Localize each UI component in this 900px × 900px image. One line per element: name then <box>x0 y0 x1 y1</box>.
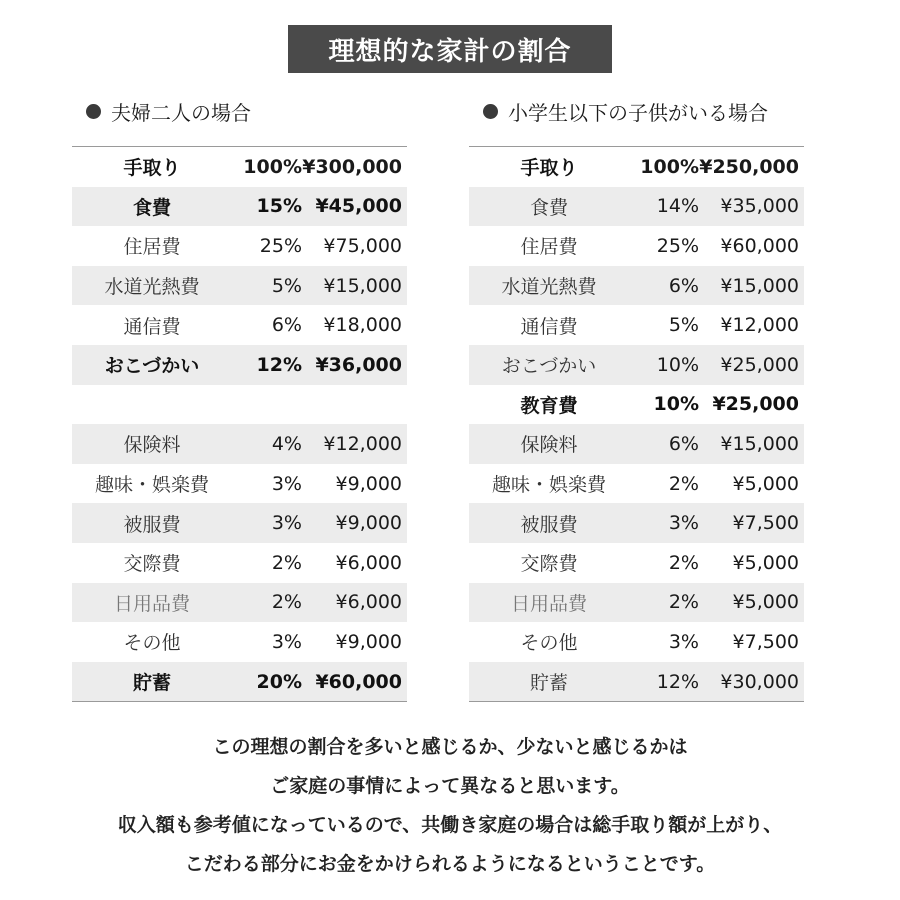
row-amount: ¥12,000 <box>323 432 402 455</box>
row-label: 教育費 <box>520 394 578 417</box>
budget-table-with-children <box>469 146 804 702</box>
row-amount: ¥15,000 <box>720 274 799 297</box>
table-row <box>72 345 407 385</box>
row-amount: ¥15,000 <box>720 432 799 455</box>
row-amount: ¥7,500 <box>732 630 799 653</box>
row-percent: 14% <box>656 195 699 218</box>
row-percent: 12% <box>656 670 699 693</box>
row-percent: 2% <box>668 472 699 495</box>
table-row <box>72 187 407 227</box>
row-percent: 25% <box>656 234 699 257</box>
row-label: 被服費 <box>123 513 181 536</box>
row-percent: 5% <box>271 274 302 297</box>
table-row <box>72 305 407 345</box>
row-amount: ¥5,000 <box>732 472 799 495</box>
section-heading-text: 夫婦二人の場合 <box>111 100 251 125</box>
table-row <box>72 464 407 504</box>
row-label: その他 <box>520 632 578 655</box>
table-row <box>469 226 804 266</box>
row-amount: ¥250,000 <box>699 155 799 178</box>
row-amount: ¥5,000 <box>732 551 799 574</box>
row-percent: 3% <box>271 512 302 535</box>
table-row <box>469 543 804 583</box>
table-row <box>72 266 407 306</box>
bullet-dot-icon <box>86 104 101 119</box>
footer-line: ご家庭の事情によって異なると思います。 <box>270 775 630 797</box>
row-percent: 12% <box>256 353 302 376</box>
row-percent: 4% <box>271 432 302 455</box>
row-amount: ¥45,000 <box>315 195 402 218</box>
footer-note <box>0 728 900 884</box>
row-amount: ¥75,000 <box>323 234 402 257</box>
table-row <box>72 622 407 662</box>
row-amount: ¥25,000 <box>720 353 799 376</box>
row-amount: ¥60,000 <box>720 234 799 257</box>
row-label: 通信費 <box>123 315 181 338</box>
row-label: 交際費 <box>123 553 181 576</box>
row-percent: 100% <box>640 155 699 178</box>
row-amount: ¥9,000 <box>335 512 402 535</box>
row-label: 通信費 <box>520 315 578 338</box>
table-row <box>469 464 804 504</box>
row-amount: ¥9,000 <box>335 472 402 495</box>
table-row <box>469 266 804 306</box>
table-row <box>72 226 407 266</box>
section-heading <box>483 97 768 125</box>
row-percent: 3% <box>668 630 699 653</box>
table-row <box>72 583 407 623</box>
row-label: 貯蓄 <box>529 672 568 695</box>
row-amount: ¥30,000 <box>720 670 799 693</box>
section-heading-text: 小学生以下の子供がいる場合 <box>508 100 768 125</box>
row-percent: 2% <box>668 591 699 614</box>
row-label: おこづかい <box>104 355 200 378</box>
row-label: 被服費 <box>520 513 578 536</box>
row-percent: 6% <box>271 314 302 337</box>
row-label: 保険料 <box>123 434 181 457</box>
table-row <box>469 305 804 345</box>
row-percent: 6% <box>668 432 699 455</box>
row-percent: 5% <box>668 314 699 337</box>
table-row-empty <box>72 385 407 425</box>
row-label: 手取り <box>520 157 578 180</box>
table-row <box>469 424 804 464</box>
row-label: 水道光熱費 <box>501 276 597 299</box>
bullet-dot-icon <box>483 104 498 119</box>
row-percent: 20% <box>256 670 302 693</box>
row-label: おこづかい <box>501 355 597 378</box>
table-row <box>469 147 804 187</box>
row-percent: 10% <box>656 353 699 376</box>
table-row <box>469 187 804 227</box>
row-label: 交際費 <box>520 553 578 576</box>
row-amount: ¥6,000 <box>335 551 402 574</box>
row-amount: ¥5,000 <box>732 591 799 614</box>
table-row <box>72 662 407 702</box>
footer-line: この理想の割合を多いと感じるか、少ないと感じるかは <box>212 736 688 758</box>
row-label: 手取り <box>123 157 181 180</box>
table-row <box>469 385 804 425</box>
row-label: 水道光熱費 <box>104 276 200 299</box>
row-label: 保険料 <box>520 434 578 457</box>
row-percent: 25% <box>259 234 302 257</box>
page-title: 理想的な家計の割合 <box>288 25 612 73</box>
row-label: 趣味・娯楽費 <box>94 474 209 497</box>
row-percent: 2% <box>271 591 302 614</box>
row-amount: ¥6,000 <box>335 591 402 614</box>
row-amount: ¥9,000 <box>335 630 402 653</box>
budget-table-couple <box>72 146 407 702</box>
section-heading <box>86 97 251 125</box>
row-percent: 3% <box>271 630 302 653</box>
table-row <box>72 147 407 187</box>
row-amount: ¥15,000 <box>323 274 402 297</box>
table-row <box>469 503 804 543</box>
row-percent: 3% <box>668 512 699 535</box>
row-amount: ¥300,000 <box>302 155 402 178</box>
table-row <box>72 503 407 543</box>
row-amount: ¥25,000 <box>712 393 799 416</box>
row-amount: ¥36,000 <box>315 353 402 376</box>
row-amount: ¥12,000 <box>720 314 799 337</box>
row-amount: ¥7,500 <box>732 512 799 535</box>
row-percent: 10% <box>653 393 699 416</box>
row-label: 趣味・娯楽費 <box>491 474 606 497</box>
table-row <box>469 345 804 385</box>
row-label: 食費 <box>132 196 171 219</box>
row-percent: 100% <box>243 155 302 178</box>
row-percent: 3% <box>271 472 302 495</box>
row-percent: 2% <box>271 551 302 574</box>
row-label: 食費 <box>529 196 568 219</box>
row-label: 住居費 <box>520 236 578 259</box>
table-row <box>469 622 804 662</box>
table-row <box>72 543 407 583</box>
row-label: 日用品費 <box>113 592 190 615</box>
row-amount: ¥35,000 <box>720 195 799 218</box>
row-label: 日用品費 <box>510 592 587 615</box>
row-percent: 15% <box>256 195 302 218</box>
footer-line: こだわる部分にお金をかけられるようになるということです。 <box>184 853 716 875</box>
row-label: 貯蓄 <box>132 672 171 695</box>
table-row <box>469 583 804 623</box>
table-row <box>469 662 804 702</box>
row-label: 住居費 <box>123 236 181 259</box>
row-label: その他 <box>123 632 181 655</box>
row-percent: 2% <box>668 551 699 574</box>
row-percent: 6% <box>668 274 699 297</box>
table-row <box>72 424 407 464</box>
row-amount: ¥18,000 <box>323 314 402 337</box>
row-amount: ¥60,000 <box>315 670 402 693</box>
footer-line: 収入額も参考値になっているので、共働き家庭の場合は総手取り額が上がり、 <box>117 814 783 836</box>
